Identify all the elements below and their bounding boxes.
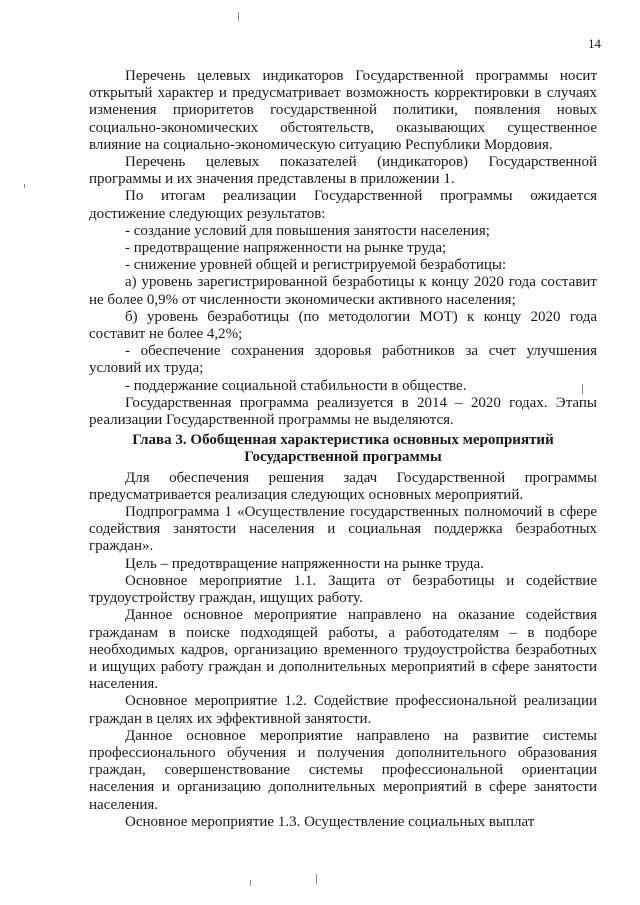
page-number: 14 <box>588 36 601 51</box>
chapter-title-line: Государственной программы <box>244 449 442 466</box>
paragraph: Данное основное мероприятие направлено на оказание содействия гражданам в поиске подходящей работы, а работодателям – в подборе необходимых кадров, организацию временного трудоустройства безработных и ищущих работу граждан и дополнительных мероприятий в сфере занятости населения. <box>89 607 597 693</box>
chapter-title-line: Глава 3. Обобщенная характеристика основных мероприятий <box>132 432 554 449</box>
scan-speck <box>238 12 239 21</box>
scan-speck <box>316 874 317 884</box>
document-body <box>89 68 597 831</box>
scan-speck <box>250 880 251 886</box>
list-item: - поддержание социальной стабильности в обществе. <box>125 377 467 394</box>
scan-speck <box>24 184 25 188</box>
paragraph: По итогам реализации Государственной программы ожидается достижение следующих результатов: <box>89 188 597 222</box>
chapter-heading <box>89 432 597 466</box>
list-item: а) уровень зарегистрированной безработицы к концу 2020 года составит не более 0,9% от численности экономически активного населения; <box>89 274 597 308</box>
list-item: - предотвращение напряженности на рынке труда; <box>125 240 447 257</box>
paragraph: Для обеспечения решения задач Государственной программы предусматривается реализация следующих основных мероприятий. <box>89 469 597 503</box>
paragraph: Государственная программа реализуется в 2014 – 2020 годах. Этапы реализации Государственной программы не выделяются. <box>89 394 597 429</box>
paragraph: Подпрограмма 1 «Осуществление государственных полномочий в сфере содействия занятости населения и социальная поддержка безработных граждан». <box>89 504 597 555</box>
paragraph: Данное основное мероприятие направлено на развитие системы профессионального обучения и получения дополнительного образования граждан, совершенствование системы профессиональной ориентации населения и организацию дополнительных мероприятий в сфере занятости населения. <box>89 727 597 813</box>
paragraph: Перечень целевых индикаторов Государственной программы носит открытый характер и предусматривает возможность корректировки в случаях изменения приоритетов государственной политики, появления новых социально-экономических обстоятельств, оказывающих существенное влияние на социально-экономическую ситуацию Республики Мордовия. <box>89 68 597 153</box>
list-item: б) уровень безработицы (по методологии МОТ) к концу 2020 года составит не более 4,2%; <box>89 308 597 343</box>
list-item: - снижение уровней общей и регистрируемой безработицы: <box>125 257 507 274</box>
paragraph: Основное мероприятие 1.3. Осуществление социальных выплат <box>125 813 535 830</box>
list-item: - обеспечение сохранения здоровья работников за счет улучшения условий их труда; <box>89 343 597 377</box>
paragraph: Основное мероприятие 1.2. Содействие профессиональной реализации граждан в целях их эффективной занятости. <box>89 693 597 727</box>
paragraph: Основное мероприятие 1.1. Защита от безработицы и содействие трудоустройству граждан, ищущих работу. <box>89 572 597 607</box>
paragraph: Перечень целевых показателей (индикаторов) Государственной программы и их значения представлены в приложении 1. <box>89 154 597 188</box>
list-item: - создание условий для повышения занятости населения; <box>125 222 490 239</box>
paragraph: Цель – предотвращение напряженности на рынке труда. <box>125 555 484 572</box>
